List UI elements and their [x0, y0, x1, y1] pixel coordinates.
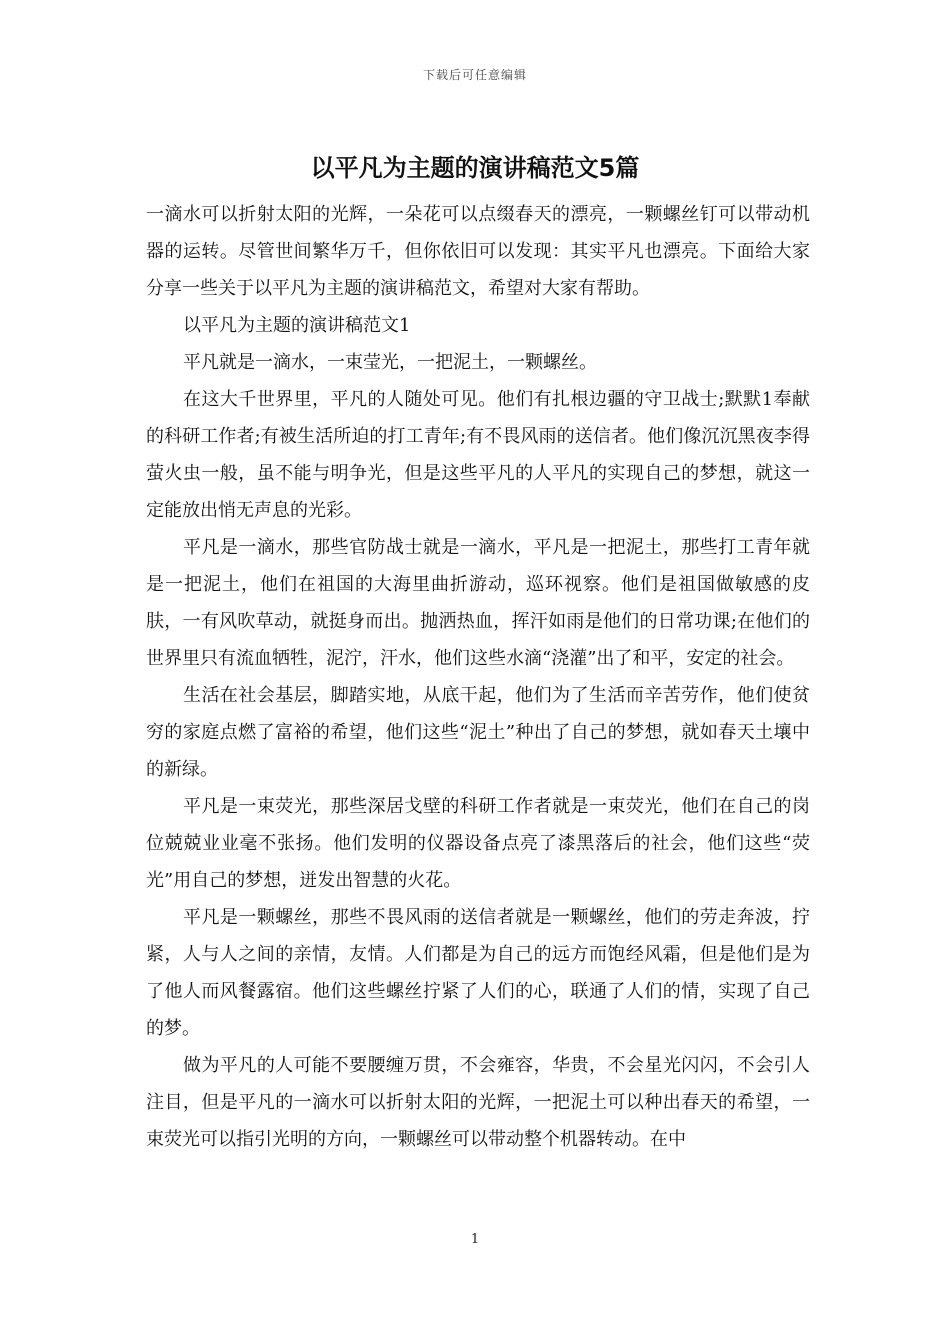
- page-number: 1: [470, 1232, 480, 1247]
- paragraph: 在这大千世界里，平凡的人随处可见。他们有扎根边疆的守卫战士;默默1奉献的科研工作者;有被生活所迫的打工青年;有不畏风雨的送信者。他们像沉沉黑夜李得萤火虫一般，虽不能与明争光，但是这些平凡的人平凡的实现自己的梦想，就这一定能放出悄无声息的光彩。: [146, 389, 810, 521]
- paragraph: 平凡就是一滴水，一束莹光，一把泥土，一颗螺丝。: [183, 352, 597, 373]
- page-header-note: 下载后可任意编辑: [422, 68, 527, 82]
- paragraph: 平凡是一颗螺丝，那些不畏风雨的送信者就是一颗螺丝，他们的劳走奔波，拧紧，人与人之间的亲情，友情。人们都是为自己的远方而饱经风霜，但是他们是为了他人而风餐露宿。他们这些螺丝拧紧了人们的心，联通了人们的情，实现了自己的梦。: [146, 907, 810, 1039]
- paragraph: 做为平凡的人可能不要腰缠万贯，不会雍容，华贵，不会星光闪闪，不会引人注目，但是平凡的一滴水可以折射太阳的光辉，一把泥土可以种出春天的希望，一束荧光可以指引光明的方向，一颗螺丝可以带动整个机器转动。在中: [146, 1055, 810, 1150]
- document-body: [146, 196, 810, 1158]
- paragraph: 生活在社会基层，脚踏实地，从底干起，他们为了生活而辛苦劳作，他们使贫穷的家庭点燃了富裕的希望，他们这些“泥土”种出了自己的梦想，就如春天土壤中的新绿。: [146, 685, 810, 780]
- paragraph-intro: 一滴水可以折射太阳的光辉，一朵花可以点缀春天的漂亮，一颗螺丝钉可以带动机器的运转。尽管世间繁华万千，但你依旧可以发现：其实平凡也漂亮。下面给大家分享一些关于以平凡为主题的演讲稿范文，希望对大家有帮助。: [146, 204, 810, 299]
- document-title: 以平凡为主题的演讲稿范文5篇: [310, 154, 640, 182]
- paragraph: 平凡是一束荧光，那些深居戈壁的科研工作者就是一束荧光，他们在自己的岗位兢兢业业毫不张扬。他们发明的仪器设备点亮了漆黑落后的社会，他们这些“荧光”用自己的梦想，迸发出智慧的火花。: [146, 796, 810, 891]
- paragraph: 平凡是一滴水，那些官防战士就是一滴水，平凡是一把泥土，那些打工青年就是一把泥土，他们在祖国的大海里曲折游动，巡环视察。他们是祖国做敏感的皮肤，一有风吹草动，就挺身而出。抛洒热血，挥汗如雨是他们的日常功课;在他们的世界里只有流血牺牲，泥泞，汗水，他们这些水滴“浇灌”出了和平，安定的社会。: [146, 537, 810, 669]
- section-heading-1: 以平凡为主题的演讲稿范文1: [183, 315, 411, 336]
